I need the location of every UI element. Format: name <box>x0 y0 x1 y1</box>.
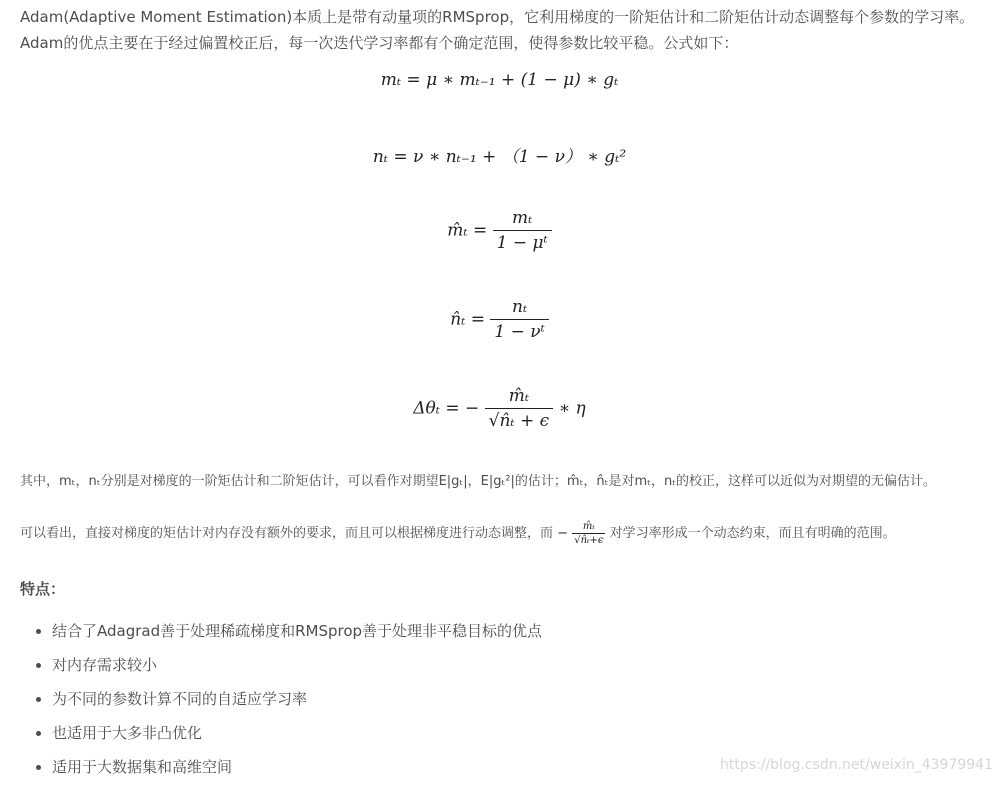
formula-n-hat <box>0 297 999 342</box>
conclusion-fraction-denominator: √n̂ₜ+ϵ <box>574 535 604 546</box>
conclusion-tail-text: 对学习率形成一个动态约束，而且有明确的范围。 <box>609 526 896 541</box>
list-item: • 适用于大数据集和高维空间 <box>52 750 542 784</box>
formula-update-fraction <box>485 386 554 431</box>
formula-update-rhs: ∗ η <box>558 398 586 419</box>
list-item: • 为不同的参数计算不同的自适应学习率 <box>52 682 542 716</box>
conclusion-text: 可以看出，直接对梯度的矩估计对内存没有额外的要求，而且可以根据梯度进行动态调整，而 <box>20 526 554 541</box>
explanation-text: 其中，mₜ，nₜ分别是对梯度的一阶矩估计和二阶矩估计，可以看作对期望E|gₜ|，E|gₜ²|的估计；m̂ₜ，n̂ₜ是对mₜ，nₜ的校正，这样可以近似为对期望的无偏估计。 <box>20 474 937 489</box>
features-heading: 特点： <box>20 580 66 598</box>
list-item: • 也适用于大多非凸优化 <box>52 716 542 750</box>
formula-m-hat-fraction <box>493 208 552 253</box>
formula-m-hat <box>0 208 999 253</box>
conclusion-fraction-numerator: m̂ₜ <box>572 520 605 534</box>
formula-n-hat-denominator: 1 − νᵗ <box>494 322 545 342</box>
formula-update-denominator: √n̂ₜ + ϵ <box>488 411 550 431</box>
features-list <box>20 614 542 784</box>
article-body <box>20 0 985 56</box>
formula-second-moment-text: nₜ = ν ∗ nₜ₋₁ + （1 − ν） ∗ gₜ² <box>372 147 627 167</box>
watermark-url: https://blog.csdn.net/weixin_43979941 <box>719 757 993 773</box>
formula-m-hat-numerator: mₜ <box>493 208 552 231</box>
formula-n-hat-lhs: n̂ₜ = <box>450 309 485 330</box>
conclusion-inline-fraction <box>572 520 605 547</box>
formula-m-hat-lhs: m̂ₜ = <box>447 220 488 241</box>
list-item: • 对内存需求较小 <box>52 648 542 682</box>
explanation-paragraph <box>20 470 985 494</box>
formula-update-numerator: m̂ₜ <box>485 386 554 409</box>
formula-second-moment <box>0 142 999 167</box>
formula-first-moment <box>0 70 999 90</box>
conclusion-text-wrapper: 可以看出，直接对梯度的矩估计对内存没有额外的要求，而且可以根据梯度进行动态调整，而 − $\frac{\text{m̂ₜ}}{\text{√n̂ₜ+ϵ}}$ 对学习率形成一个动态约束，而且有明确的范围。 <box>20 521 896 546</box>
formula-m-hat-denominator: 1 − μᵗ <box>496 233 548 253</box>
formula-update <box>0 386 999 431</box>
formula-first-moment-text: mₜ = μ ∗ mₜ₋₁ + (1 − μ) ∗ gₜ <box>380 70 619 90</box>
list-item: • 结合了Adagrad善于处理稀疏梯度和RMSprop善于处理非平稳目标的优点 <box>52 614 542 648</box>
formula-n-hat-fraction <box>490 297 548 342</box>
conclusion-paragraph <box>20 520 985 547</box>
formula-n-hat-numerator: nₜ <box>490 297 548 320</box>
formula-update-lhs: Δθₜ = − <box>413 398 480 419</box>
intro-paragraph: Adam(Adaptive Moment Estimation)本质上是带有动量项的RMSprop，它利用梯度的一阶矩估计和二阶矩估计动态调整每个参数的学习率。Adam的优点主要在于经过偏置校正后，每一次迭代学习率都有个确定范围，使得参数比较平稳。公式如下： <box>20 8 975 52</box>
